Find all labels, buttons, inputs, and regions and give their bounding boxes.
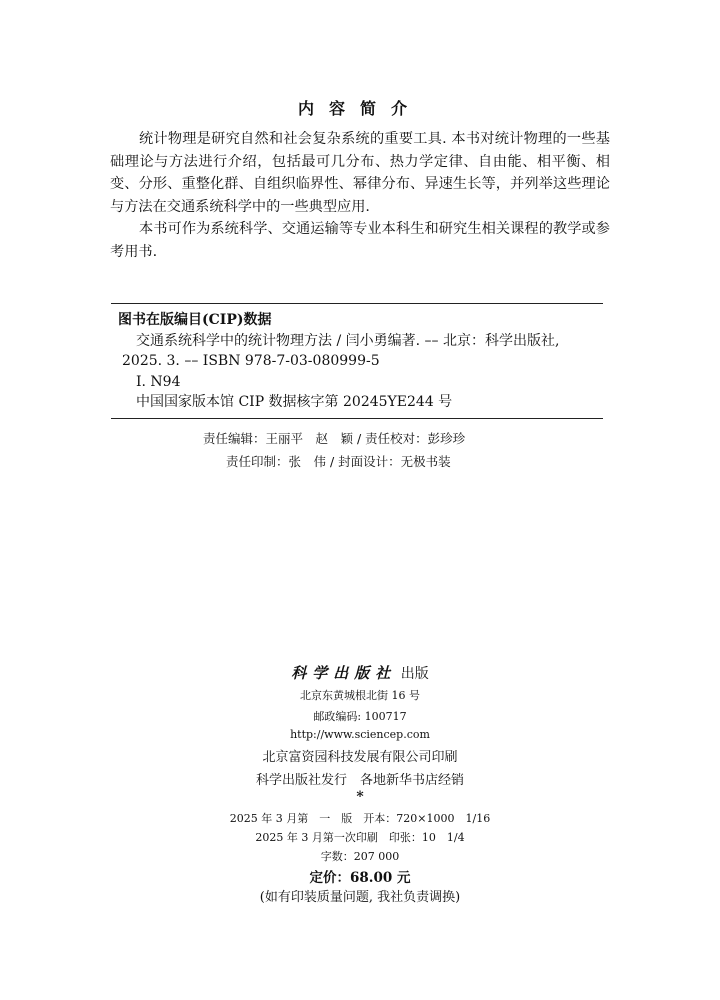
cip-line: 交通系统科学中的统计物理方法 / 闫小勇编著. –– 北京：科学出版社,: [136, 332, 560, 349]
postcode: 邮政编码: 100717: [313, 710, 407, 723]
intro-body: [110, 128, 610, 263]
cip-block: [118, 310, 559, 413]
quality-notice: (如有印装质量问题, 我社负责调换): [259, 890, 461, 905]
asterisk-separator: *: [356, 789, 364, 805]
cip-top-rule: [111, 303, 603, 304]
intro-paragraph: 本书可作为系统科学、交通运输等专业本科生和研究生相关课程的教学或参考用书.: [110, 221, 610, 260]
publisher-suffix: 出版: [400, 666, 429, 682]
publisher-line: [0, 662, 720, 683]
cip-line: I. N94: [136, 373, 181, 390]
cip-bottom-rule: [111, 418, 603, 419]
cip-line: 中国国家版本馆 CIP 数据核字第 20245YE244 号: [136, 394, 453, 410]
price: 定价：68.00 元: [309, 870, 411, 886]
publisher-address: 北京东黄城根北街 16 号: [300, 689, 420, 702]
page-title: 内容简介: [297, 99, 422, 118]
word-count: 字数：207 000: [320, 850, 400, 863]
edition-info: 2025 年 3 月第 一 版 开本：720×1000 1/16: [229, 812, 491, 825]
print-design-line: 责任印制：张 伟 / 封面设计：无极书装: [226, 454, 451, 469]
printer: 北京富资园科技发展有限公司印刷: [262, 750, 458, 765]
intro-paragraph: 统计物理是研究自然和社会复杂系统的重要工具. 本书对统计物理的一些基础理论与方法进行介绍，包括最可几分布、热力学定律、自由能、相平衡、相变、分形、重整化群、自组织临界性、幂律分布、异速生长等，并列举这些理论与方法在交通系统科学中的一些典型应用.: [110, 131, 610, 215]
printing-info: 2025 年 3 月第一次印刷 印张：10 1/4: [255, 831, 465, 844]
editors-line: 责任编辑：王丽平 赵 颖 / 责任校对：彭珍珍: [203, 431, 466, 446]
cip-line: 2025. 3. –– ISBN 978-7-03-080999-5: [122, 353, 380, 369]
website: http://www.sciencep.com: [290, 728, 430, 741]
publisher-logo: 科学出版社: [291, 664, 397, 682]
distribution: 科学出版社发行 各地新华书店经销: [255, 773, 464, 788]
cip-heading: 图书在版编目(CIP)数据: [118, 312, 272, 328]
